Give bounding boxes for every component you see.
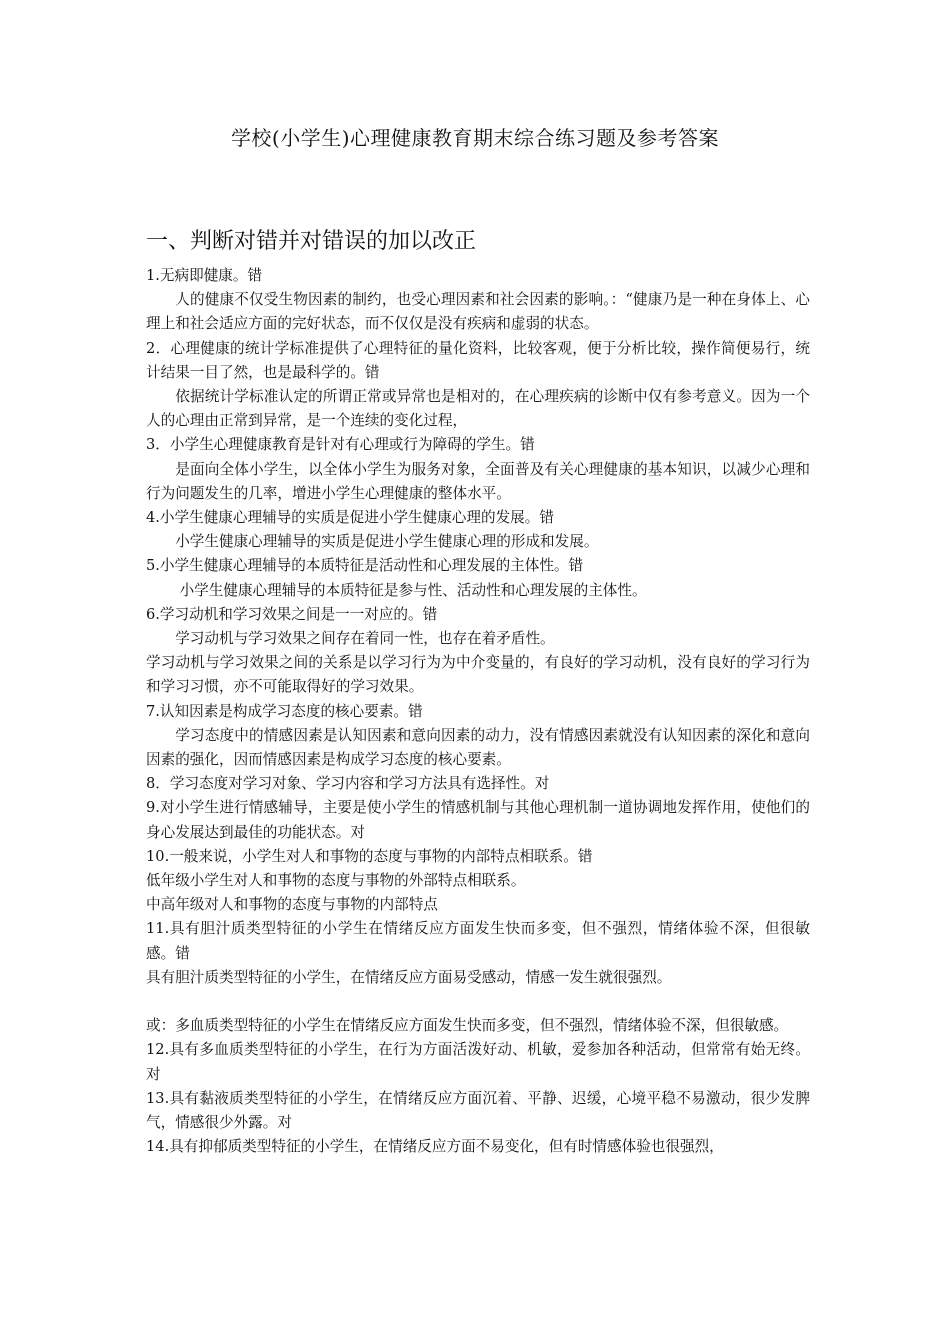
answer-1: 人的健康不仅受生物因素的制约，也受心理因素和社会因素的影响。：“健康乃是一种在身体上、心理上和社会适应方面的完好状态，而不仅仅是没有疾病和虚弱的状态。	[146, 291, 810, 333]
answer-5: 小学生健康心理辅导的本质特征是参与性、活动性和心理发展的主体性。	[179, 581, 647, 599]
answer-6b: 学习动机与学习效果之间的关系是以学习行为为中介变量的，有良好的学习动机，没有良好的学习行为和学习习惯，亦不可能取得好的学习效果。	[146, 654, 810, 696]
question-6: 6.学习动机和学习效果之间是一一对应的。错	[146, 605, 438, 623]
question-14: 14.具有抑郁质类型特征的小学生，在情绪反应方面不易变化，但有时情感体验也很强烈，	[146, 1138, 724, 1156]
question-10: 10.一般来说，小学生对人和事物的态度与事物的内部特点相联系。错	[146, 847, 593, 865]
question-4: 4.小学生健康心理辅导的实质是促进小学生健康心理的发展。错	[146, 509, 554, 527]
section-heading: 一、判断对错并对错误的加以改正	[146, 229, 477, 254]
question-1: 1.无病即健康。错	[146, 267, 263, 284]
question-8: 8．学习态度对学习对象、学习内容和学习方法具有选择性。对	[146, 775, 550, 793]
answer-2: 依据统计学标准认定的所谓正常或异常也是相对的，在心理疾病的诊断中仅有参考意义。因为一个人的心理由正常到异常，是一个连续的变化过程，	[146, 388, 810, 430]
question-13: 13.具有黏液质类型特征的小学生，在情绪反应方面沉着、平静、迟缓，心境平稳不易激动，很少发脾气，情感很少外露。对	[146, 1089, 810, 1131]
answer-3: 是面向全体小学生，以全体小学生为服务对象，全面普及有关心理健康的基本知识，以减少心理和行为问题发生的几率，增进小学生心理健康的整体水平。	[146, 460, 810, 502]
answer-10b: 中高年级对人和事物的态度与事物的内部特点	[146, 896, 438, 914]
answer-11a: 具有胆汁质类型特征的小学生，在情绪反应方面易受感动，情感一发生就很强烈。	[146, 968, 672, 986]
question-3: 3．小学生心理健康教育是针对有心理或行为障碍的学生。错	[146, 436, 535, 454]
answer-4: 小学生健康心理辅导的实质是促进小学生健康心理的形成和发展。	[175, 533, 599, 551]
question-9: 9.对小学生进行情感辅导，主要是使小学生的情感机制与其他心理机制一道协调地发挥作用，使他们的身心发展达到最佳的功能状态。对	[146, 799, 810, 841]
answer-11b: 或：多血质类型特征的小学生在情绪反应方面发生快而多变，但不强烈，情绪体验不深，但很敏感。	[146, 1017, 789, 1035]
question-12: 12.具有多血质类型特征的小学生，在行为方面活泼好动、机敏，爱参加各种活动，但常常有始无终。对	[146, 1041, 810, 1083]
blank-line	[146, 990, 810, 1014]
document-body	[146, 264, 810, 1159]
question-5: 5.小学生健康心理辅导的本质特征是活动性和心理发展的主体性。错	[146, 557, 584, 575]
question-11: 11.具有胆汁质类型特征的小学生在情绪反应方面发生快而多变，但不强烈，情绪体验不深，但很敏感。错	[146, 920, 810, 962]
question-7: 7.认知因素是构成学习态度的核心要素。错	[146, 702, 423, 720]
answer-6a: 学习动机与学习效果之间存在着同一性，也存在着矛盾性。	[175, 630, 555, 648]
answer-7: 学习态度中的情感因素是认知因素和意向因素的动力，没有情感因素就没有认知因素的深化和意向因素的强化，因而情感因素是构成学习态度的核心要素。	[146, 726, 810, 769]
document-title: 学校(小学生)心理健康教育期末综合练习题及参考答案	[230, 126, 720, 150]
question-2: 2．心理健康的统计学标准提供了心理特征的量化资料，比较客观，便于分析比较，操作简便易行，统计结果一目了然，也是最科学的。错	[146, 339, 810, 381]
answer-10a: 低年级小学生对人和事物的态度与事物的外部特点相联系。	[146, 872, 526, 890]
